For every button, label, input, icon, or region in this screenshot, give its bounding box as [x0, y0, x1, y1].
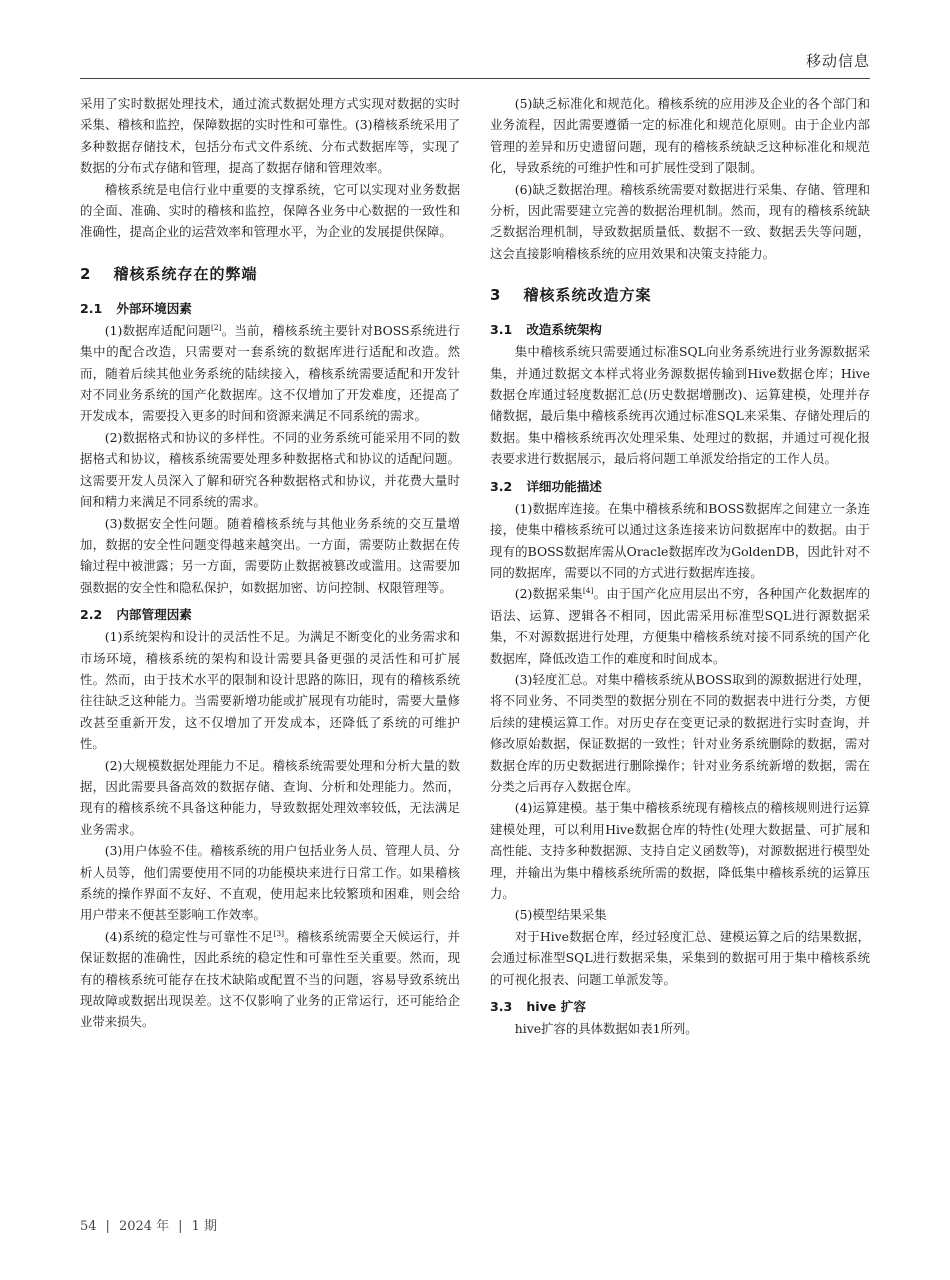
section-2-1-heading — [80, 298, 460, 317]
left-column — [80, 93, 460, 1033]
paragraph-body: 。由于国产化应用层出不穷，各种国产化数据库的语法、运算、逻辑各不相同，因此需采用标准型SQL进行源数据采集，不对源数据进行处理，方便集中稽核系统对接不同系统的国产化数据库，降低改造工作的难度和时间成本。 — [490, 586, 870, 666]
section-2-2-paragraph-1: (1)系统架构和设计的灵活性不足。为满足不断变化的业务需求和市场环境，稽核系统的架构和设计需要具备更强的灵活性和可扩展性。然而，由于技术水平的限制和设计思路的陈旧，现有的稽核系统往往缺乏这种能力。当需要新增功能或扩展现有功能时，需要大量修改甚至重新开发，这不仅增加了开发成本，还降低了系统的可维护性。 — [80, 629, 460, 752]
citation-4: [4] — [582, 586, 594, 596]
intro-paragraph-1: 采用了实时数据处理技术，通过流式数据处理方式实现对数据的实时采集、稽核和监控，保障数据的实时性和可靠性。(3)稽核系统采用了多种数据存储技术，包括分布式文件系统、分布式数据库等，实现了数据的分布式存储和管理，提高了数据存储和管理效率。 — [80, 96, 460, 176]
section-3-2-title: 详细功能描述 — [526, 478, 602, 494]
section-2-1-title: 外部环境因素 — [116, 300, 192, 316]
section-2-2-paragraph-3: (3)用户体验不佳。稽核系统的用户包括业务人员、管理人员、分析人员等，他们需要使用不同的功能模块来进行日常工作。如果稽核系统的操作界面不友好、不直观，使用起来比较繁琐和困难，则会给用户带来不便甚至影响工作效率。 — [80, 843, 460, 923]
section-2-title: 稽核系统存在的弊端 — [113, 264, 258, 283]
section-3-1-title: 改造系统架构 — [526, 322, 602, 338]
section-3-2-number: 3.2 — [490, 478, 513, 494]
header-rule — [80, 78, 870, 79]
section-2-2-paragraph-5: (5)缺乏标准化和规范化。稽核系统的应用涉及企业的各个部门和业务流程，因此需要遵循一定的标准化和规范化原则。由于企业内部管理的差异和历史遗留问题，现有的稽核系统缺乏这种标准化和规范化，导致系统的可维护性和可扩展性受到了限制。 — [490, 96, 870, 176]
section-3-3-number: 3.3 — [490, 999, 513, 1015]
section-2-heading — [80, 263, 460, 284]
issue-number: 1 期 — [191, 1219, 217, 1234]
paragraph-lead: (4)系统的稳定性与可靠性不足 — [104, 928, 274, 944]
paragraph-lead: (1)数据库适配问题 — [104, 322, 211, 338]
section-3-heading — [490, 284, 870, 305]
right-column — [490, 93, 870, 1039]
section-3-3-paragraph-1: hive扩容的具体数据如表1所列。 — [514, 1021, 698, 1037]
section-2-2-heading — [80, 604, 460, 623]
section-2-2-paragraph-6: (6)缺乏数据治理。稽核系统需要对数据进行采集、存储、管理和分析，因此需要建立完善的数据治理机制。然而，现有的稽核系统缺乏数据治理机制，导致数据质量低、数据不一致、数据丢失等问题，这会直接影响稽核系统的应用效果和决策支持能力。 — [490, 181, 870, 261]
footer-separator: | — [105, 1219, 110, 1234]
journal-title: 移动信息 — [805, 52, 870, 70]
page-number: 54 — [80, 1219, 97, 1234]
citation-3: [3] — [273, 928, 285, 938]
section-2-1-paragraph-2: (2)数据格式和协议的多样性。不同的业务系统可能采用不同的数据格式和协议，稽核系统需要处理多种数据格式和协议的适配问题。这需要开发人员深入了解和研究各种数据格式和协议，并花费大量时间和精力来满足不同系统的需求。 — [80, 429, 460, 510]
section-2-1-paragraph-3: (3)数据安全性问题。随着稽核系统与其他业务系统的交互量增加，数据的安全性问题变得越来越突出。一方面，需要防止数据在传输过程中被泄露；另一方面，需要防止数据被篡改或滥用。这需要加强数据的安全性和隐私保护，如数据加密、访问控制、权限管理等。 — [80, 515, 460, 595]
intro-paragraph-2: 稽核系统是电信行业中重要的支撑系统，它可以实现对业务数据的全面、准确、实时的稽核和监控，保障各业务中心数据的一致性和准确性，提高企业的运营效率和管理水平，为企业的发展提供保障。 — [80, 181, 460, 240]
section-3-title: 稽核系统改造方案 — [523, 286, 652, 305]
section-3-1-number: 3.1 — [490, 322, 513, 338]
section-2-1-paragraph-1 — [80, 320, 460, 427]
paragraph-body: 。稽核系统需要全天候运行，并保证数据的准确性，因此系统的稳定性和可靠性至关重要。然而，现有的稽核系统可能存在技术缺陷或配置不当的问题，容易导致系统出现故障或数据出现误差。这不仅影响了业务的正常运行，还可能给企业带来损失。 — [80, 928, 461, 1030]
section-3-1-paragraph-1: 集中稽核系统只需要通过标准SQL向业务系统进行业务源数据采集，并通过数据文本样式将业务源数据传输到Hive数据仓库；Hive数据仓库通过轻度数据汇总(历史数据增删改)、运算建模，处理并存储数据，最后集中稽核系统再次通过标准SQL来采集、存储处理后的数据。集中稽核系统再次处理采集、处理过的数据，并通过可视化报表要求进行数据展示，最后将问题工单派发给指定的工作人员。 — [490, 344, 870, 467]
section-3-2-paragraph-5: 对于Hive数据仓库，经过轻度汇总、建模运算之后的结果数据，会通过标准型SQL进行数据采集，采集到的数据可用于集中稽核系统的可视化报表、问题工单派发等。 — [490, 928, 870, 987]
section-2-2-paragraph-4 — [80, 926, 460, 1033]
section-3-2-paragraph-2 — [490, 583, 870, 669]
citation-2: [2] — [210, 322, 222, 332]
footer-separator: | — [178, 1219, 183, 1234]
section-2-2-paragraph-2: (2)大规模数据处理能力不足。稽核系统需要处理和分析大量的数据，因此需要具备高效的数据存储、查询、分析和处理能力。然而，现有的稽核系统不具备这种能力，导致数据处理效率较低，无法满足业务需求。 — [80, 757, 460, 837]
section-3-1-heading — [490, 319, 870, 338]
section-2-1-number: 2.1 — [80, 300, 103, 316]
page-footer — [80, 1215, 217, 1234]
section-3-3-title: hive 扩容 — [526, 999, 586, 1015]
section-2-2-number: 2.2 — [80, 607, 103, 623]
section-3-2-paragraph-5-title: (5)模型结果采集 — [514, 907, 607, 923]
paragraph-body: 。当前，稽核系统主要针对BOSS系统进行集中的配合改造，只需要对一套系统的数据库进行适配和改造。然而，随着后续其他业务系统的陆续接入，稽核系统需要适配和开发针对不同业务系统的国产化数据库。这不仅增加了开发难度，还提高了开发成本，需要投入更多的时间和资源来满足不同系统的需求。 — [80, 322, 460, 424]
section-2-2-title: 内部管理因素 — [116, 607, 192, 623]
section-3-2-paragraph-4: (4)运算建模。基于集中稽核系统现有稽核点的稽核规则进行运算建模处理，可以利用Hive数据仓库的特性(处理大数据量、可扩展和高性能、支持多种数据源、支持自定义函数等)，对源数据进行模型处理，并输出为集中稽核系统所需的数据，降低集中稽核系统的运算压力。 — [490, 800, 870, 901]
section-3-2-paragraph-1: (1)数据库连接。在集中稽核系统和BOSS数据库之间建立一条连接，使集中稽核系统可以通过这条连接来访问数据库中的数据。由于现有的BOSS数据库需从Oracle数据库改为GoldenDB，因此针对不同的数据库，需要以不同的方式进行数据库连接。 — [490, 500, 870, 580]
section-3-number: 3 — [490, 286, 502, 305]
section-3-2-paragraph-3: (3)轻度汇总。对集中稽核系统从BOSS取到的源数据进行处理，将不同业务、不同类型的数据分别在不同的数据表中进行分类，方便后续的建模运算工作。对历史存在变更记录的数据进行实时查询，并修改原始数据，保证数据的一致性；针对业务系统删除的数据，需对数据仓库的历史数据进行删除操作；针对业务系统新增的数据，需在分类之后再存入数据仓库。 — [490, 671, 870, 794]
paragraph-lead: (2)数据采集 — [514, 586, 583, 602]
section-3-2-heading — [490, 476, 870, 495]
section-2-number: 2 — [80, 264, 92, 283]
publication-year: 2024 年 — [118, 1219, 170, 1234]
section-3-3-heading — [490, 996, 870, 1015]
